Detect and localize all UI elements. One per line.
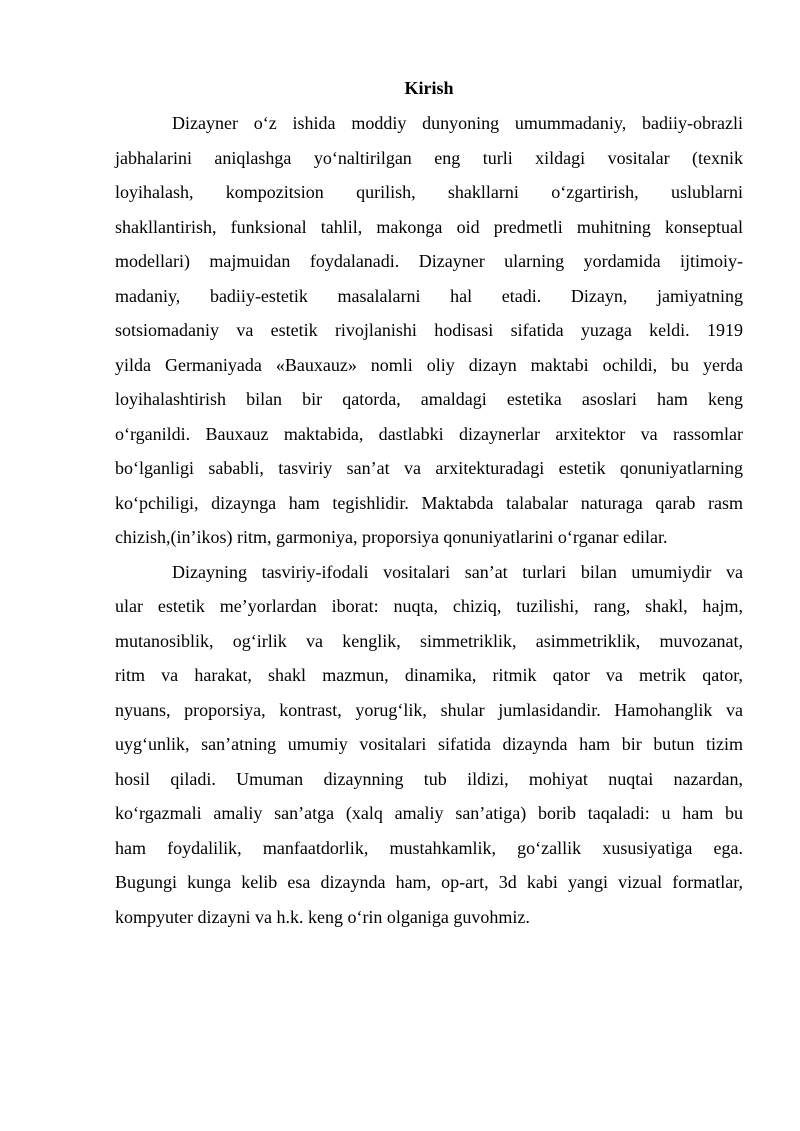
text-line: mutanosiblik, og‘irlik va kenglik, simmetriklik, asimmetriklik, muvozanat, — [115, 630, 743, 651]
text-line: ko‘rgazmali amaliy san’atga (xalq amaliy san’atiga) borib taqaladi: u ham bu — [115, 803, 743, 823]
text-line: madaniy, badiiy-estetik masalalarni hal etadi. Dizayn, jamiyatning — [115, 285, 743, 306]
text-line: Bugungi kunga kelib esa dizaynda ham, op-art, 3d kabi yangi vizual formatlar, — [115, 872, 743, 892]
text-line: yilda Germaniyada «Bauxauz» nomli oliy dizayn maktabi ochildi, bu yerda — [115, 354, 743, 375]
text-line: shakllantirish, funksional tahlil, makonga oid predmetli muhitning konseptual — [115, 216, 743, 237]
text-line: Dizayning tasviriy-ifodali vositalari san’at turlari bilan umumiydir va — [172, 561, 743, 582]
paragraph-1 — [115, 106, 743, 555]
text-line: ular estetik me’yorlardan iborat: nuqta, chiziq, tuzilishi, rang, shakl, hajm, — [115, 596, 743, 616]
text-line: nyuans, proporsiya, kontrast, yorug‘lik, shular jumlasidandir. Hamohanglik va — [115, 699, 743, 720]
text-line: uyg‘unlik, san’atning umumiy vositalari sifatida dizaynda ham bir butun tizim — [115, 734, 743, 754]
text-line: kompyuter dizayni va h.k. keng o‘rin olganiga guvohmiz. — [115, 906, 530, 927]
section-title: Kirish — [404, 78, 454, 98]
text-line: sotsiomadaniy va estetik rivojlanishi hodisasi sifatida yuzaga keldi. 1919 — [115, 320, 743, 340]
paragraph-2 — [115, 555, 743, 935]
text-line: bo‘lganligi sababli, tasviriy san’at va arxitekturadagi estetik qonuniyatlarning — [115, 458, 743, 478]
text-line: hosil qiladi. Umuman dizaynning tub ildizi, mohiyat nuqtai nazardan, — [115, 768, 743, 789]
text-line: ham foydalilik, manfaatdorlik, mustahkamlik, go‘zallik xususiyatiga ega. — [115, 837, 743, 858]
text-line: Dizayner o‘z ishida moddiy dunyoning umummadaniy, badiiy-obrazli — [172, 113, 743, 133]
text-line: loyihalashtirish bilan bir qatorda, amaldagi estetika asoslari ham keng — [115, 389, 743, 409]
text-line: ritm va harakat, shakl mazmun, dinamika, ritmik qator va metrik qator, — [115, 665, 743, 685]
text-line: chizish,(in’ikos) ritm, garmoniya, proporsiya qonuniyatlarini o‘rganar edilar. — [115, 527, 668, 547]
text-line: jabhalarini aniqlashga yo‘naltirilgan eng turli xildagi vositalar (texnik — [115, 147, 743, 168]
body-text — [115, 106, 743, 934]
text-line: loyihalash, kompozitsion qurilish, shakllarni o‘zgartirish, uslublarni — [115, 182, 743, 202]
text-line: o‘rganildi. Bauxauz maktabida, dastlabki dizaynerlar arxitektor va rassomlar — [115, 423, 743, 444]
text-line: modellari) majmuidan foydalanadi. Dizayner ularning yordamida ijtimoiy- — [115, 251, 743, 271]
text-line: ko‘pchiligi, dizaynga ham tegishlidir. Maktabda talabalar naturaga qarab rasm — [115, 492, 743, 513]
